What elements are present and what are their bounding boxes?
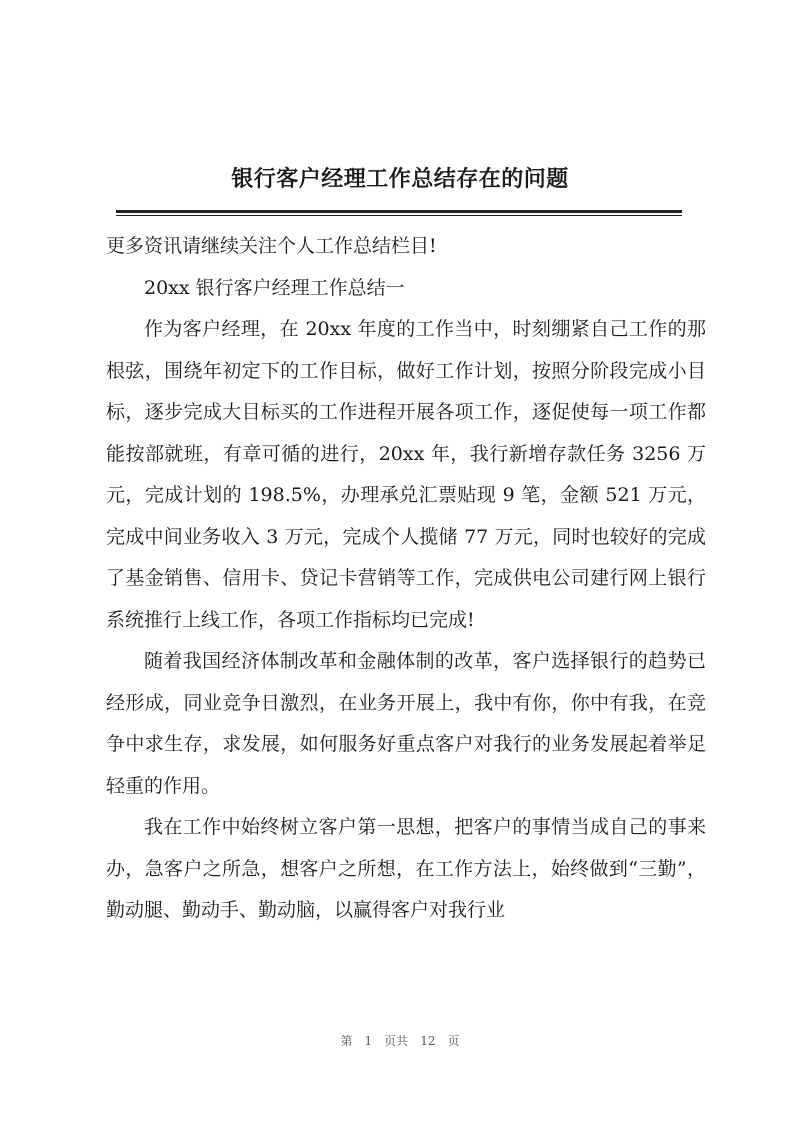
- title-divider: [116, 210, 682, 213]
- page-footer: [0, 1032, 800, 1049]
- document-body: [106, 226, 706, 932]
- footer-middle: 页共: [384, 1034, 409, 1048]
- footer-prefix: 第: [340, 1034, 353, 1048]
- footer-page-number: 1: [364, 1034, 373, 1048]
- paragraph-3: 我在工作中始终树立客户第一思想，把客户的事情当成自己的事来办，急客户之所急，想客户之所想，在工作方法上，始终做到“三勤”，勤动腿、勤动手、勤动脑，以赢得客户对我行业: [106, 816, 706, 921]
- page-title: 银行客户经理工作总结存在的问题: [231, 166, 569, 192]
- footer-suffix: 页: [447, 1034, 460, 1048]
- paragraph-intro: 更多资讯请继续关注个人工作总结栏目!: [106, 235, 437, 257]
- paragraph-1: 作为客户经理，在 20xx 年度的工作当中，时刻绷紧自己工作的那根弦，围绕年初定下的工作目标，做好工作计划，按照分阶段完成小目标，逐步完成大目标买的工作进程开展各项工作，逐促使每一项工作都能按部就班，有章可循的进行，20xx 年，我行新增存款任务 3256 万元，完成计划的 198.5%，办理承兑汇票贴现 9 笔，金额 521 万元，完成中间业务收入 3 万元，完成个人揽储 77 万元，同时也较好的完成了基金销售、信用卡、贷记卡营销等工作，完成供电公司建行网上银行系统推行上线工作，各项工作指标均已完成!: [106, 318, 706, 631]
- paragraph-2: 随着我国经济体制改革和金融体制的改革，客户选择银行的趋势已经形成，同业竞争日激烈，在业务开展上，我中有你，你中有我，在竞争中求生存，求发展，如何服务好重点客户对我行的业务发展起着举足轻重的作用。: [106, 650, 706, 797]
- paragraph-subtitle: 20xx 银行客户经理工作总结一: [144, 276, 405, 299]
- footer-total-pages: 12: [420, 1034, 436, 1048]
